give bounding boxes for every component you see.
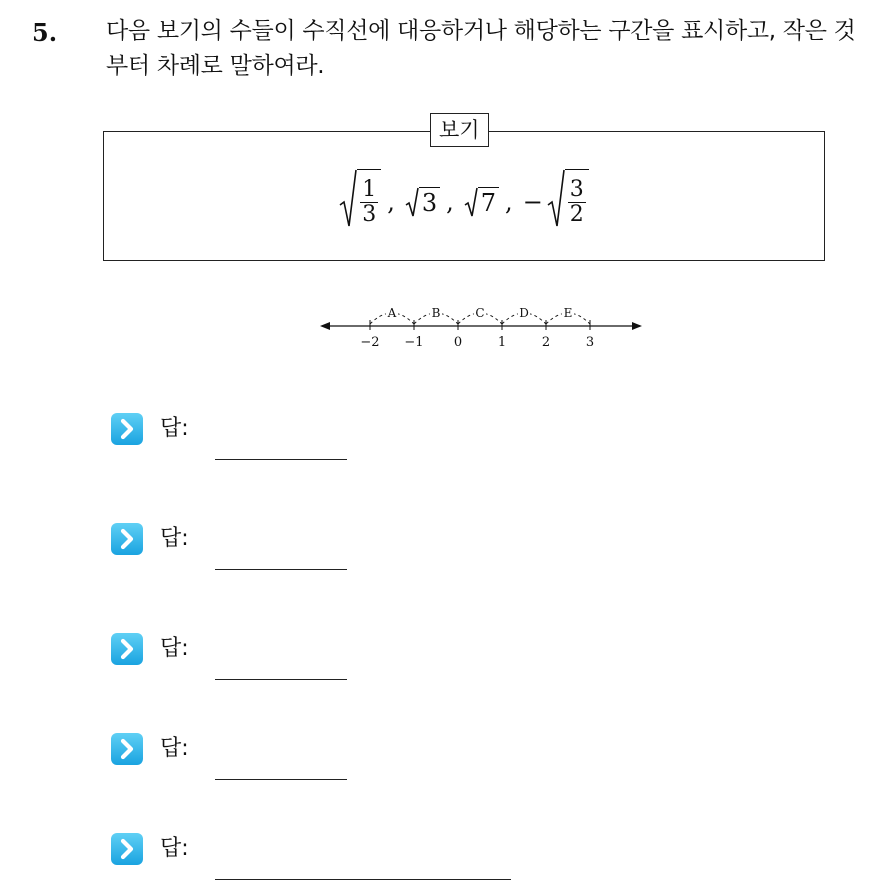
separator: , bbox=[446, 188, 454, 216]
tick-label: −2 bbox=[360, 335, 380, 350]
tick-label: 1 bbox=[497, 335, 507, 350]
answer-blank[interactable] bbox=[215, 569, 347, 570]
numerator: 3 bbox=[569, 177, 584, 202]
chevron-right-icon bbox=[110, 522, 144, 556]
chevron-right-icon bbox=[110, 412, 144, 446]
answer-row bbox=[110, 732, 610, 792]
interval-label: A bbox=[387, 306, 397, 320]
radicand: 3 bbox=[419, 187, 440, 217]
interval-label: C bbox=[475, 306, 485, 320]
answer-row bbox=[110, 832, 610, 892]
example-box-label: 보기 bbox=[430, 113, 489, 147]
radicand bbox=[565, 169, 589, 235]
tick-label: 3 bbox=[585, 335, 595, 350]
separator: , bbox=[387, 188, 395, 216]
answer-blank[interactable] bbox=[215, 879, 511, 880]
question-text: 다음 보기의 수들이 수직선에 대응하거나 해당하는 구간을 표시하고, 작은 것부터 차례로 말하여라. bbox=[106, 18, 856, 79]
answer-blank[interactable] bbox=[215, 459, 347, 460]
answer-label: 답: bbox=[160, 736, 189, 761]
radical-sign-icon bbox=[547, 169, 565, 235]
right-arrow-icon bbox=[632, 322, 642, 330]
example-box bbox=[103, 118, 825, 261]
interval-label: B bbox=[431, 306, 441, 320]
answer-row bbox=[110, 632, 610, 692]
radical-item bbox=[339, 169, 381, 235]
radical-sign-icon bbox=[464, 187, 478, 217]
chevron-right-icon bbox=[110, 832, 144, 866]
radical-sign-icon bbox=[339, 169, 357, 235]
radicand bbox=[357, 169, 381, 235]
answer-row bbox=[110, 412, 610, 472]
tick-label: 2 bbox=[541, 335, 551, 350]
example-expression bbox=[104, 162, 824, 242]
chevron-right-icon bbox=[110, 632, 144, 666]
tick-label: 0 bbox=[453, 335, 463, 350]
fraction bbox=[360, 178, 378, 227]
denominator: 3 bbox=[362, 202, 377, 227]
answer-row bbox=[110, 522, 610, 582]
chevron-right-icon bbox=[110, 732, 144, 766]
answer-label: 답: bbox=[160, 636, 189, 661]
answer-blank[interactable] bbox=[215, 679, 347, 680]
radical-sign-icon bbox=[405, 187, 419, 217]
separator: , bbox=[505, 188, 513, 216]
answer-blank[interactable] bbox=[215, 779, 347, 780]
radical-item bbox=[547, 169, 589, 235]
radical-item bbox=[464, 187, 499, 217]
interval-label: E bbox=[563, 306, 573, 320]
answer-label: 답: bbox=[160, 416, 189, 441]
number-line bbox=[318, 304, 648, 354]
interval-label: D bbox=[519, 306, 529, 320]
sign: − bbox=[522, 188, 543, 216]
radical-item bbox=[405, 187, 440, 217]
answer-label: 답: bbox=[160, 526, 189, 551]
answer-label: 답: bbox=[160, 836, 189, 861]
radicand: 7 bbox=[478, 187, 499, 217]
tick-label: −1 bbox=[404, 335, 424, 350]
numerator: 1 bbox=[362, 177, 377, 202]
denominator: 2 bbox=[569, 202, 584, 227]
left-arrow-icon bbox=[320, 322, 330, 330]
fraction bbox=[568, 178, 586, 227]
question-number: 5. bbox=[32, 18, 58, 47]
